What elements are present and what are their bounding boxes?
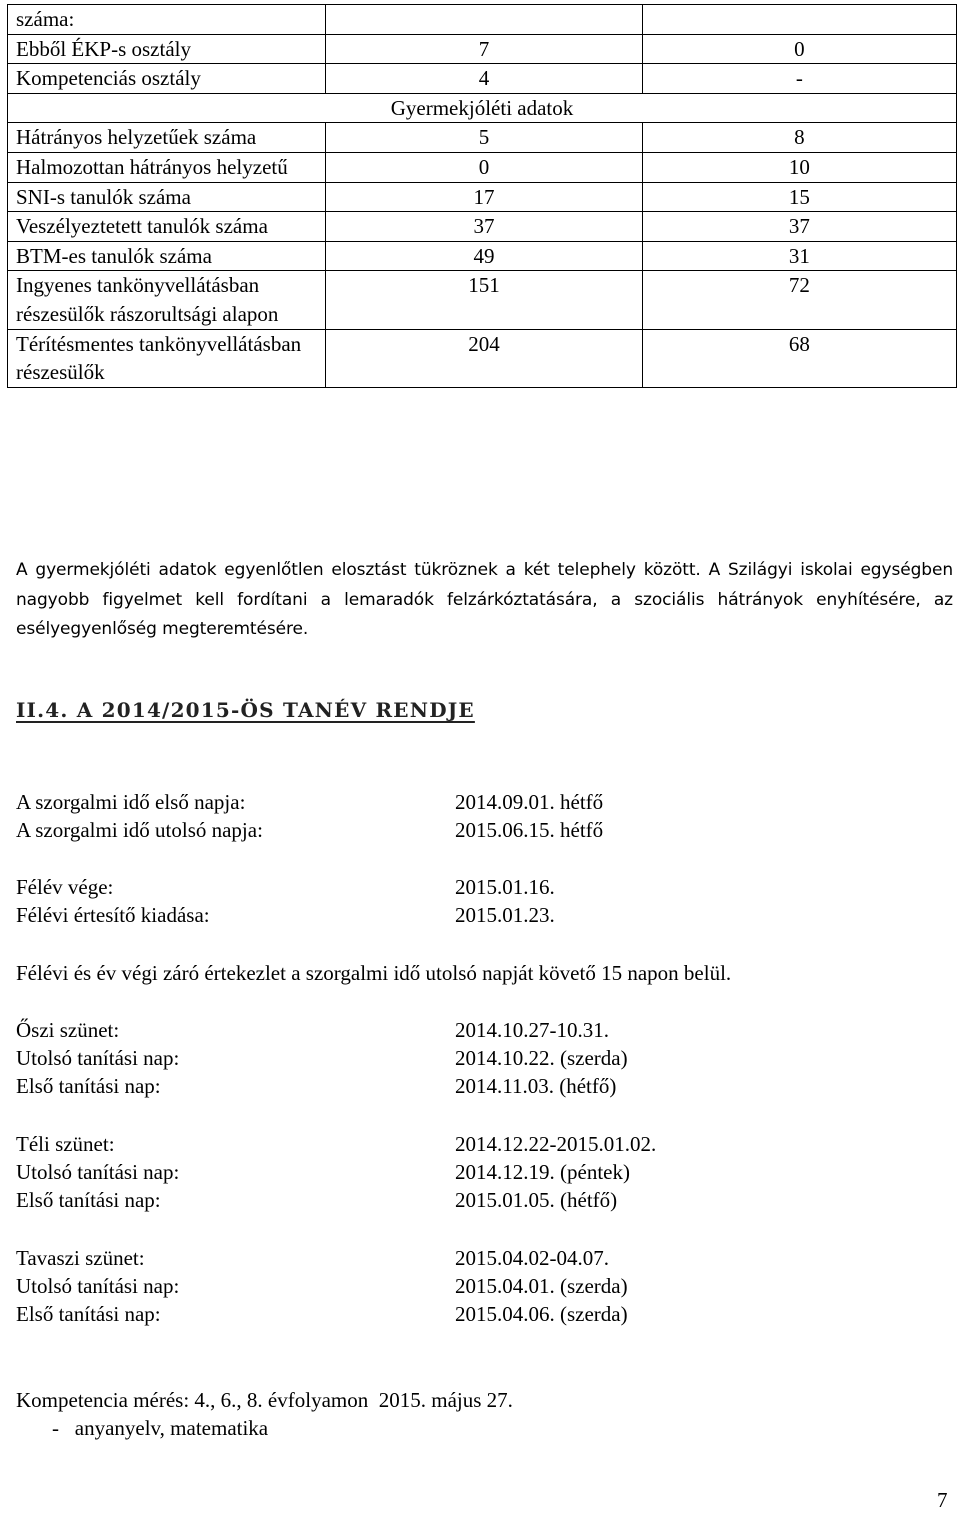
row-label: Halmozottan hátrányos helyzetű [8,152,326,182]
schedule-label: A szorgalmi idő első napja: [16,790,246,814]
value-site-1: 0 [326,152,642,182]
row-label: Veszélyeztetett tanulók száma [8,212,326,242]
schedule-label: A szorgalmi idő utolsó napja: [16,818,263,842]
value-site-2: 0 [642,34,956,64]
break-label: Téli szünet: [16,1132,115,1156]
value-site-1: 4 [326,64,642,94]
value-site-2: 10 [642,152,956,182]
value-site-2: 37 [642,212,956,242]
break-label: Utolsó tanítási nap: [16,1046,180,1070]
statistics-table [7,4,957,388]
break-value: 2015.04.01. (szerda) [455,1274,628,1298]
row-label: Ebből ÉKP-s osztály [8,34,326,64]
value-site-2 [642,5,956,35]
value-site-2: 72 [642,271,956,329]
competence-line: Kompetencia mérés: 4., 6., 8. évfolyamon 2015. május 27. [16,1388,513,1412]
value-site-2: - [642,64,956,94]
value-site-2: 15 [642,182,956,212]
table-row [8,5,957,35]
break-label: Tavaszi szünet: [16,1246,145,1270]
value-site-1: 17 [326,182,642,212]
row-label: száma: [8,5,326,35]
value-site-2: 68 [642,329,956,387]
value-site-1: 204 [326,329,642,387]
meeting-note: Félévi és év végi záró értekezlet a szorgalmi idő utolsó napját követő 15 napon belül. [16,961,732,985]
section-header: Gyermekjóléti adatok [8,93,957,123]
table-row [8,212,957,242]
value-site-1: 37 [326,212,642,242]
row-label: Kompetenciás osztály [8,64,326,94]
row-label: Hátrányos helyzetűek száma [8,123,326,153]
table-row [8,329,957,387]
break-value: 2014.10.27-10.31. [455,1018,609,1042]
schedule-value: 2015.06.15. hétfő [455,818,604,842]
section-heading: II.4. A 2014/2015-ÖS TANÉV RENDJE [16,698,475,722]
table-row [8,34,957,64]
row-label: SNI-s tanulók száma [8,182,326,212]
value-site-1: 5 [326,123,642,153]
analysis-paragraph: A gyermekjóléti adatok egyenlőtlen elosztást tükröznek a két telephely között. A Szilágyi iskolai egységben nagyobb figyelmet kell fordítani a lemaradók felzárkóztatására, a szociális hátrányok enyhítésére, az esélyegyenlőség megteremtésére. [16,560,953,639]
schedule-label: Félévi értesítő kiadása: [16,903,210,927]
break-value: 2014.11.03. (hétfő) [455,1074,617,1098]
schedule-value: 2015.01.23. [455,903,555,927]
table-row [8,241,957,271]
table-row [8,182,957,212]
value-site-2: 31 [642,241,956,271]
break-value: 2014.12.22-2015.01.02. [455,1132,657,1156]
schedule-value: 2014.09.01. hétfő [455,790,604,814]
table-row [8,152,957,182]
break-label: Első tanítási nap: [16,1302,161,1326]
break-value: 2014.10.22. (szerda) [455,1046,628,1070]
row-label: Térítésmentes tankönyvellátásban részesülők [8,329,326,387]
table-section-row [8,93,957,123]
table-row [8,123,957,153]
break-label: Első tanítási nap: [16,1074,161,1098]
break-value: 2015.04.06. (szerda) [455,1302,628,1326]
schedule-label: Félév vége: [16,875,114,899]
break-label: Utolsó tanítási nap: [16,1274,180,1298]
break-label: Őszi szünet: [16,1018,120,1042]
competence-list-item: - anyanyelv, matematika [52,1416,269,1440]
break-value: 2015.04.02-04.07. [455,1246,609,1270]
break-label: Utolsó tanítási nap: [16,1160,180,1184]
break-value: 2015.01.05. (hétfő) [455,1188,618,1212]
page-number: 7 [937,1488,948,1512]
value-site-2: 8 [642,123,956,153]
schedule-value: 2015.01.16. [455,875,555,899]
break-label: Első tanítási nap: [16,1188,161,1212]
value-site-1 [326,5,642,35]
table-row [8,64,957,94]
value-site-1: 7 [326,34,642,64]
table-row [8,271,957,329]
value-site-1: 151 [326,271,642,329]
break-value: 2014.12.19. (péntek) [455,1160,630,1184]
value-site-1: 49 [326,241,642,271]
row-label: Ingyenes tankönyvellátásban részesülők rászorultsági alapon [8,271,326,329]
row-label: BTM-es tanulók száma [8,241,326,271]
